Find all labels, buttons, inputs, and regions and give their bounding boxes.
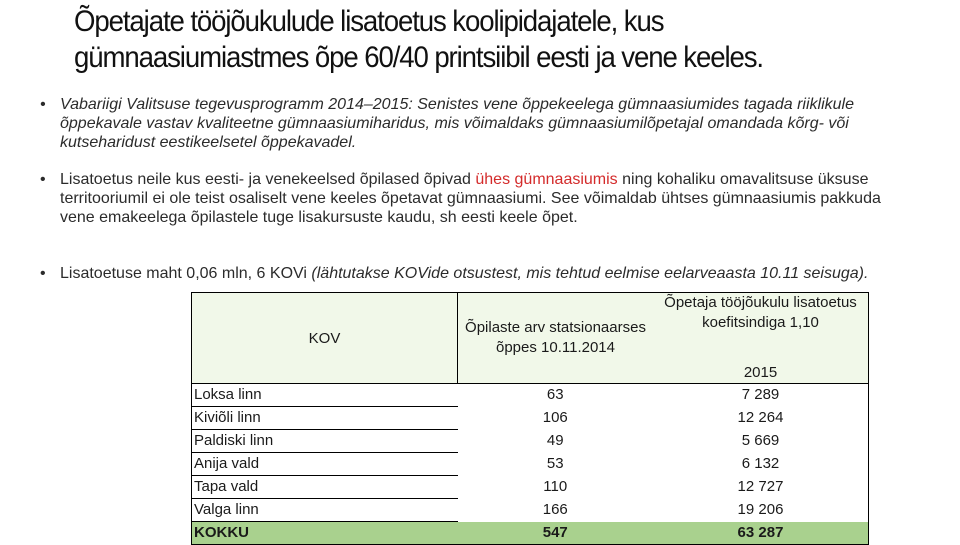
header-coefficient xyxy=(653,293,869,384)
cell-pupils: 166 xyxy=(542,501,568,518)
table-row xyxy=(192,430,869,453)
cell-amount: 6 132 xyxy=(653,453,869,476)
table-row xyxy=(192,476,869,499)
cell-amount: 19 206 xyxy=(653,499,869,522)
cell-kov: Paldiski linn xyxy=(192,430,458,453)
bullet-text-pre: Lisatoetuse maht 0,06 mln, 6 KOVi xyxy=(60,265,312,282)
cell-total-amount: 63 287 xyxy=(653,522,869,545)
table-row xyxy=(192,453,869,476)
bullet-dot-icon: • xyxy=(40,265,46,282)
bullet-text-pre: Lisatoetus neile kus eesti- ja venekeelsed õpilased õpivad xyxy=(60,171,476,188)
table-header-row xyxy=(192,293,869,384)
header-year: 2015 xyxy=(743,364,778,381)
cell-kov: Tapa vald xyxy=(192,476,458,499)
cell-amount: 12 727 xyxy=(653,476,869,499)
bullet-text-italic: (lähtutakse KOVide otsustest, mis tehtud eelmise eelarveaasta 10.11 seisuga). xyxy=(311,265,869,282)
title-line-2: gümnaasiumiastmes õpe 60/40 printsiibil eesti ja vene keeles. xyxy=(74,41,764,74)
cell-kov: Loksa linn xyxy=(192,384,458,407)
cell-amount: 5 669 xyxy=(653,430,869,453)
kov-supplement-table xyxy=(191,292,869,545)
cell-pupils: 63 xyxy=(458,384,654,407)
table-total-row xyxy=(192,522,869,545)
bullet-supplement-volume xyxy=(40,264,900,283)
cell-kov: Kiviõli linn xyxy=(192,407,458,430)
bullet-dot-icon: • xyxy=(40,171,46,188)
cell-total-pupils: 547 xyxy=(458,522,654,545)
title-line-1: Õpetajate tööjõukulude lisatoetus koolipidajatele, kus xyxy=(74,5,664,38)
table-row xyxy=(192,499,869,522)
cell-total-label: KOKKU xyxy=(192,522,458,545)
header-pupils: Õpilaste arv statsionaarses õppes 10.11.2014 xyxy=(458,293,654,384)
cell-pupils: 110 xyxy=(543,478,568,495)
table-row xyxy=(192,407,869,430)
cell-amount: 12 264 xyxy=(653,407,869,430)
table-row xyxy=(192,384,869,407)
header-coefficient-label: Õpetaja tööjõukulu lisatoetus koefitsindiga 1,10 xyxy=(664,294,857,331)
cell-pupils: 106 xyxy=(542,409,568,426)
highlight-one-gymnasium: ühes gümnaasiumis xyxy=(475,171,618,188)
slide-title xyxy=(74,4,865,76)
cell-pupils: 53 xyxy=(546,455,564,472)
bullet-text-post: ning kohaliku omavalitsuse üksuse territooriumil ei ole teist osaliselt vene keeles õpetavat gümnaasiumi. See võimaldab ühtses gümnaasiumis pakkuda vene emakeelega õpilastele tuge lisakursuste kaudu, sh eesti keele õpet. xyxy=(60,171,881,226)
bullet-government-program xyxy=(40,95,900,152)
cell-pupils: 49 xyxy=(546,432,564,449)
bullet-dot-icon: • xyxy=(40,96,46,113)
cell-amount: 7 289 xyxy=(653,384,869,407)
bullet-text: Vabariigi Valitsuse tegevusprogramm 2014–2015: Senistes vene õppekeelega gümnaasiumides tagada riiklikule õppekavale vastav kvaliteetne gümnaasiumiharidus, mis võimaldaks gümnaasiumilõpetajal omandada kõrg- või kutseharidust eestikeelsetel õppekavadel. xyxy=(60,96,854,151)
cell-kov: Valga linn xyxy=(192,499,458,522)
header-kov: KOV xyxy=(192,293,458,384)
bullet-supplement-condition xyxy=(40,170,900,227)
cell-kov: Anija vald xyxy=(192,453,458,476)
